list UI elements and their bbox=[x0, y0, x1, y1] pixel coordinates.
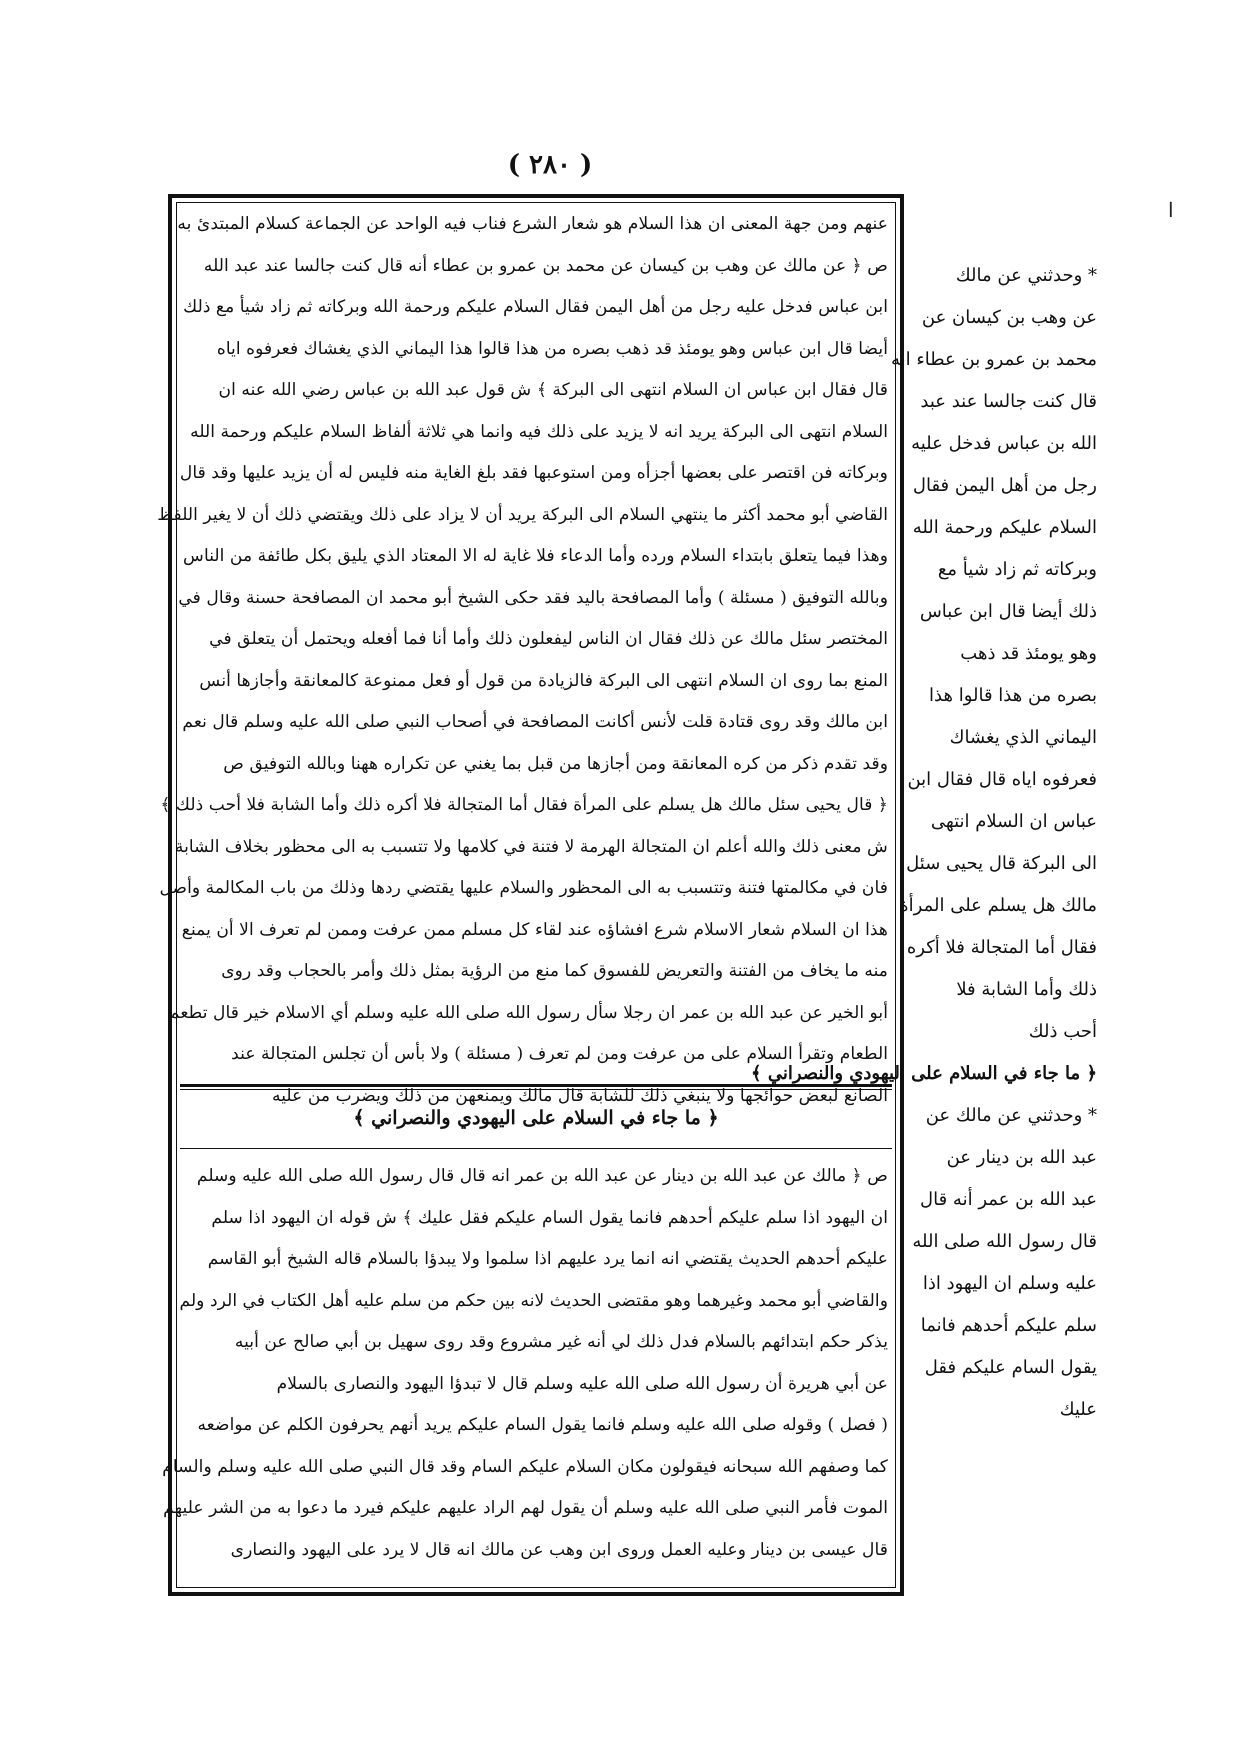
text-line: القاضي أبو محمد أكثر ما ينتهي السلام الى البركة يريد أن لا يزاد على ذلك ويقتضي ذلك أن لا يغير اللفظ bbox=[157, 504, 888, 525]
margin-text-line: قال رسول الله صلى الله bbox=[912, 1231, 1097, 1252]
margin-text-line: يقول السام عليكم فقل bbox=[924, 1357, 1097, 1378]
margin-text-line: محمد بن عمرو بن عطاء انه bbox=[890, 349, 1097, 370]
text-line: الموت فأمر النبي صلى الله عليه وسلم أن يقول لهم الراد عليهم عليكم فيرد ما دعوا به من الشر عليهم bbox=[163, 1498, 888, 1518]
text-line: وقد تقدم ذكر من كره المعانقة ومن أجازها من قبل بما يغني عن تكراره ههنا وبالله التوفيق ص bbox=[223, 753, 888, 774]
text-line: قال عيسى بن دينار وعليه العمل وروى ابن وهب عن مالك انه قال لا يرد على اليهود والنصارى bbox=[230, 1539, 888, 1560]
text-line: أبو الخير عن عبد الله بن عمر ان رجلا سأل رسول الله صلى الله عليه وسلم أي الاسلام خير قال تطعم bbox=[168, 1002, 888, 1023]
text-line: عليكم أحدهم الحديث يقتضي انه انما يرد عليهم اذا سلموا ولا يبدؤا بالسلام قاله الشيخ أبو القاسم bbox=[207, 1249, 888, 1269]
margin-text-line: وبركاته ثم زاد شيأ مع bbox=[937, 559, 1097, 580]
margin-text-line: سلم عليكم أحدهم فانما bbox=[920, 1315, 1097, 1336]
margin-text-line: ذلك وأما الشابة فلا bbox=[956, 979, 1097, 1000]
margin-text-line: * وحدثني عن مالك عن bbox=[925, 1105, 1097, 1126]
text-line: ص ﴿ مالك عن عبد الله بن دينار عن عبد الله بن عمر انه قال قال رسول الله صلى الله عليه وسلم bbox=[196, 1166, 888, 1186]
margin-text-line: أحب ذلك bbox=[1028, 1021, 1097, 1042]
text-line: منه ما يخاف من الفتنة والتعريض للفسوق كما منع من الرؤية بمثل ذلك وأمر بالحجاب وقد روى bbox=[221, 961, 888, 981]
text-line: ابن عباس فدخل عليه رجل من أهل اليمن فقال السلام عليكم ورحمة الله وبركاته ثم زاد شيأ مع ذلك bbox=[183, 297, 888, 317]
text-line: عن أبي هريرة أن رسول الله صلى الله عليه وسلم قال لا تبدؤا اليهود والنصارى بالسلام bbox=[276, 1373, 888, 1394]
margin-text-line: ذلك أيضا قال ابن عباس bbox=[919, 601, 1097, 622]
text-line: قال فقال ابن عباس ان السلام انتهى الى البركة ﴾ ش قول عبد الله بن عباس رضي الله عنه ان bbox=[218, 380, 888, 400]
text-line: الصانع لبعض حوائجها ولا ينبغي ذلك للشابة قال مالك ويمنعهن من ذلك ويضرب من عليه bbox=[272, 1085, 888, 1106]
text-line: الطعام وتقرأ السلام على من عرفت ومن لم تعرف ( مسئلة ) ولا بأس أن تجلس المتجالة عند bbox=[231, 1044, 888, 1064]
margin-text-line: رجل من أهل اليمن فقال bbox=[912, 475, 1097, 496]
text-line: وبركاته فن اقتصر على بعضها أجزأه ومن استوعبها فقد بلغ الغاية منه فليس له أن يزيد عليها وقد قال bbox=[179, 463, 888, 483]
text-line: وبالله التوفيق ( مسئلة ) وأما المصافحة باليد فقد حكى الشيخ أبو محمد ان المصافحة حسنة وقال في bbox=[178, 587, 888, 608]
margin-text-top bbox=[890, 255, 1097, 1053]
margin-text-column bbox=[751, 255, 1097, 1431]
margin-text-line: * وحدثني عن مالك bbox=[955, 265, 1097, 286]
main-text-bottom bbox=[162, 1156, 888, 1571]
text-line: عنهم ومن جهة المعنى ان هذا السلام هو شعار الشرع فناب فيه الواحد عن الجماعة كسلام المبتدئ به bbox=[177, 214, 888, 234]
text-line: المنع بما روى ان السلام انتهى الى البركة فالزيادة من قول أو فعل ممنوعة كالمعانقة وأجازها أنس bbox=[199, 670, 888, 691]
text-line: فان في مكالمتها فتنة وتتسبب به الى المحظور والسلام عليها يقتضي ردها وذلك من باب المكالمة وأصل bbox=[159, 878, 888, 898]
text-line: كما وصفهم الله سبحانه فيقولون مكان السلام عليكم السام وقد قال النبي صلى الله عليه وسلم والسام bbox=[162, 1456, 888, 1477]
margin-text-line: اليماني الذي يغشاك bbox=[949, 727, 1097, 748]
heading-divider bbox=[180, 1148, 892, 1149]
text-line: ﴿ قال يحيى سئل مالك هل يسلم على المرأة فقال أما المتجالة فلا أكره ذلك وأما الشابة فلا أحب ذلك ﴾ bbox=[160, 795, 888, 815]
margin-text-line: فقال أما المتجالة فلا أكره bbox=[906, 937, 1097, 958]
margin-text-line: عليك bbox=[1059, 1399, 1097, 1420]
margin-text-line: عن وهب بن كيسان عن bbox=[921, 307, 1097, 328]
text-line: ان اليهود اذا سلم عليكم أحدهم فانما يقول السام عليكم فقل عليك ﴾ ش قوله ان اليهود اذا سلم bbox=[211, 1207, 888, 1228]
margin-text-line: وهو يومئذ قد ذهب bbox=[960, 643, 1097, 664]
margin-text-bottom bbox=[912, 1095, 1097, 1431]
margin-text-line: عباس ان السلام انتهى bbox=[930, 811, 1097, 832]
text-line: أيضا قال ابن عباس وهو يومئذ قد ذهب بصره من هذا قالوا هذا اليماني الذي يغشاك فعرفوه اياه bbox=[216, 338, 888, 359]
margin-text-line: مالك هل يسلم على المرأة bbox=[899, 895, 1097, 916]
margin-text-line: قال كنت جالسا عند عبد bbox=[920, 391, 1097, 412]
margin-text-line: عبد الله بن عمر أنه قال bbox=[920, 1189, 1097, 1210]
margin-text-line: الله بن عباس فدخل عليه bbox=[911, 433, 1097, 454]
main-text-top bbox=[157, 204, 888, 1117]
text-line: والقاضي أبو محمد وغيرهما وهو مقتضى الحديث لانه بين حكم من سلم عليه أهل الكتاب في الرد ولم bbox=[179, 1290, 888, 1311]
margin-text-line: عليه وسلم ان اليهود اذا bbox=[922, 1273, 1097, 1294]
text-line: ص ﴿ عن مالك عن وهب بن كيسان عن محمد بن عمرو بن عطاء أنه قال كنت جالسا عند عبد الله bbox=[203, 255, 888, 276]
page-number: ( ٢٨٠ ) bbox=[507, 150, 593, 180]
text-line: يذكر حكم ابتدائهم بالسلام فدل ذلك لي أنه غير مشروع وقد روى سهيل بن أبي صالح عن أبيه bbox=[234, 1332, 888, 1352]
margin-section-heading: ﴿ ما جاء في السلام على اليهودي والنصراني ﴾ bbox=[751, 1063, 1097, 1084]
margin-text-line: عبد الله بن دينار عن bbox=[946, 1147, 1097, 1168]
margin-mark: ا bbox=[1168, 198, 1174, 222]
text-line: ( فصل ) وقوله صلى الله عليه وسلم فانما يقول السام عليكم يريد أنهم يحرفون الكلم عن مواضعه bbox=[197, 1415, 888, 1435]
main-text-frame bbox=[157, 194, 904, 1596]
text-line: ش معنى ذلك والله أعلم ان المتجالة الهرمة لا فتنة في كلامها ولا تتسبب به الى محظور بخلاف الشابة bbox=[174, 836, 888, 857]
text-line: المختصر سئل مالك عن ذلك فقال ان الناس ليفعلون ذلك وأما أنا فما أفعله ويحتمل أن يتعلق في bbox=[209, 629, 888, 649]
text-line: ابن مالك وقد روى قتادة قلت لأنس أكانت المصافحة في أصحاب النبي صلى الله عليه وسلم قال نعم bbox=[182, 712, 888, 732]
margin-text-line: السلام عليكم ورحمة الله bbox=[912, 517, 1097, 538]
margin-text-line: الى البركة قال يحيى سئل bbox=[906, 853, 1097, 874]
section-heading: ﴿ ما جاء في السلام على اليهودي والنصراني ﴾ bbox=[353, 1107, 719, 1129]
text-line: هذا ان السلام شعار الاسلام شرع افشاؤه عند لقاء كل مسلم ممن عرفت وممن لم تعرف الا أن يمنع bbox=[181, 919, 888, 940]
margin-text-line: بصره من هذا قالوا هذا bbox=[929, 685, 1097, 706]
text-line: وهذا فيما يتعلق بابتداء السلام ورده وأما الدعاء فلا غاية له الا المعتاد الذي يليق بكل طائفة من الناس bbox=[183, 546, 888, 566]
text-line: السلام انتهى الى البركة يريد انه لا يزيد على ذلك فيه وانما هي ثلاثة ألفاظ السلام عليكم ورحمة الله bbox=[190, 421, 888, 442]
margin-text-line: فعرفوه اياه قال فقال ابن bbox=[907, 769, 1097, 790]
